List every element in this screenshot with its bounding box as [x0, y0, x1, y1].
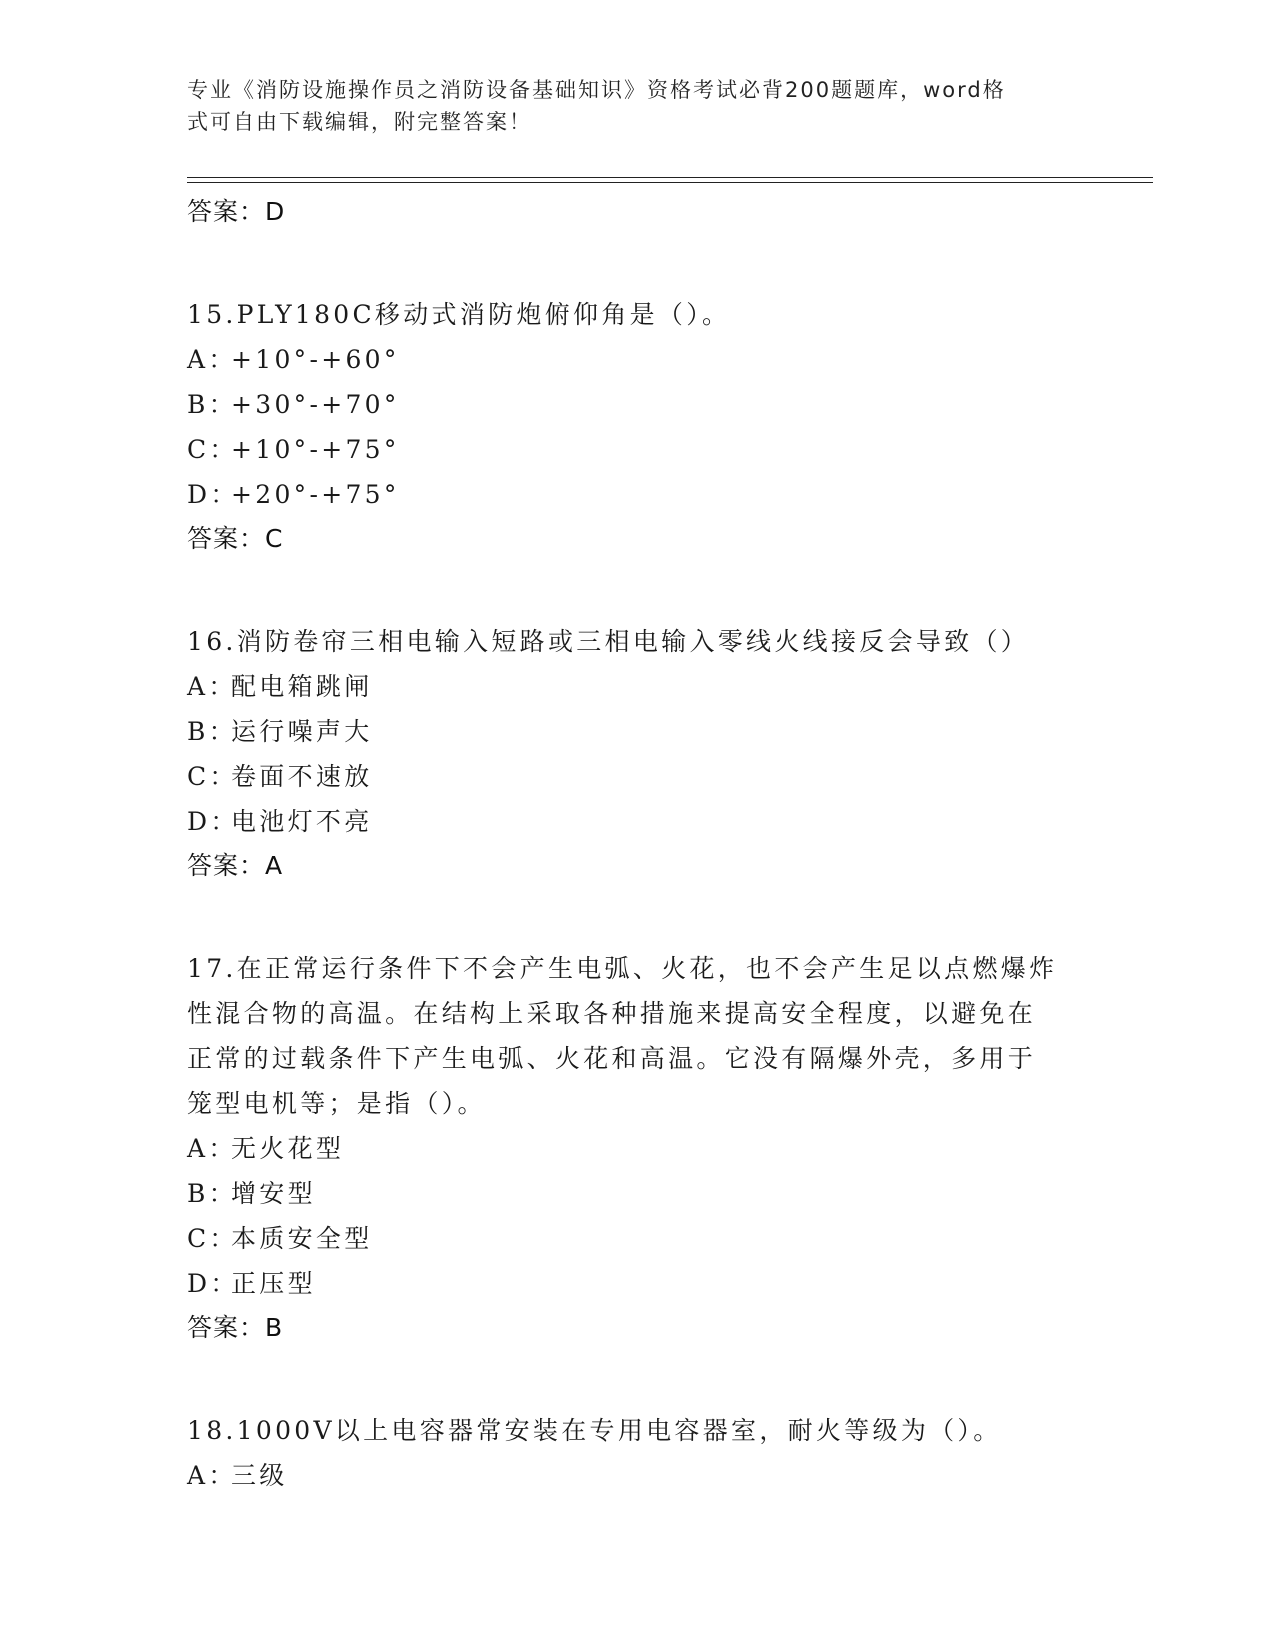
option-text: 配电箱跳闸 [231, 672, 373, 701]
question-list [187, 292, 1087, 1498]
question-block [187, 946, 1087, 1350]
stem-line: 性混合物的高温。在结构上采取各种措施来提高安全程度，以避免在 [187, 999, 1037, 1028]
header-line: 专业《消防设施操作员之消防设备基础知识》资格考试必背200题题库，word格 [187, 78, 1006, 102]
question-stem [187, 292, 1087, 337]
option-row [187, 709, 1087, 754]
option-text: +10°-+75° [231, 435, 400, 464]
answer-label: 答案： [187, 197, 266, 226]
option-row [187, 754, 1087, 799]
option-key: B： [187, 717, 237, 746]
answer-value: D [265, 197, 286, 226]
stem-line: 16.消防卷帘三相电输入短路或三相电输入零线火线接反会导致（） [187, 627, 1030, 656]
stem-line: 15.PLY180C移动式消防炮俯仰角是（）。 [187, 300, 731, 329]
option-key: C： [187, 762, 238, 791]
question-stem [187, 619, 1087, 664]
option-key: D： [187, 480, 239, 509]
document-body [187, 190, 1087, 1498]
header-rule [187, 177, 1153, 178]
option-text: 运行噪声大 [231, 717, 373, 746]
option-row [187, 337, 1087, 382]
option-key: A： [187, 1134, 237, 1163]
header-line: 式可自由下载编辑，附完整答案！ [187, 110, 532, 134]
option-text: 卷面不速放 [231, 762, 373, 791]
stem-line: 18.1000V以上电容器常安装在专用电容器室，耐火等级为（）。 [187, 1416, 1002, 1445]
option-row [187, 664, 1087, 709]
option-key: C： [187, 1224, 238, 1253]
option-text: +30°-+70° [231, 390, 400, 419]
option-row [187, 1171, 1087, 1216]
option-row [187, 1216, 1087, 1261]
option-text: 电池灯不亮 [231, 807, 373, 836]
option-row [187, 472, 1087, 517]
answer-label: 答案： [187, 524, 266, 553]
option-text: 三级 [231, 1461, 288, 1490]
option-key: B： [187, 1179, 237, 1208]
answer-line [187, 517, 1087, 561]
question-block [187, 619, 1087, 888]
option-key: D： [187, 1269, 239, 1298]
option-text: +10°-+60° [231, 345, 400, 374]
option-key: C： [187, 435, 238, 464]
option-text: +20°-+75° [231, 480, 400, 509]
option-row [187, 1261, 1087, 1306]
answer-value: B [265, 1313, 284, 1342]
answer-line [187, 1306, 1087, 1350]
answer-line [187, 190, 1087, 234]
option-row [187, 799, 1087, 844]
question-block [187, 292, 1087, 561]
option-row [187, 1126, 1087, 1171]
option-row [187, 382, 1087, 427]
option-key: A： [187, 672, 237, 701]
option-key: D： [187, 807, 239, 836]
question-block [187, 1408, 1087, 1498]
answer-value: C [265, 524, 284, 553]
option-text: 正压型 [231, 1269, 316, 1298]
document-header [187, 74, 1067, 138]
answer-label: 答案： [187, 1313, 266, 1342]
answer-line [187, 844, 1087, 888]
option-text: 本质安全型 [231, 1224, 373, 1253]
stem-line: 正常的过载条件下产生电弧、火花和高温。它没有隔爆外壳，多用于 [187, 1044, 1037, 1073]
header-rule [187, 182, 1153, 183]
answer-label: 答案： [187, 851, 266, 880]
question-stem [187, 946, 1087, 1126]
option-text: 无火花型 [231, 1134, 345, 1163]
option-row [187, 1453, 1087, 1498]
option-row [187, 427, 1087, 472]
question-stem [187, 1408, 1087, 1453]
stem-line: 笼型电机等；是指（）。 [187, 1089, 486, 1118]
option-key: A： [187, 1461, 237, 1490]
option-key: A： [187, 345, 237, 374]
answer-value: A [265, 851, 284, 880]
option-text: 增安型 [231, 1179, 316, 1208]
stem-line: 17.在正常运行条件下不会产生电弧、火花，也不会产生足以点燃爆炸 [187, 954, 1058, 983]
option-key: B： [187, 390, 237, 419]
